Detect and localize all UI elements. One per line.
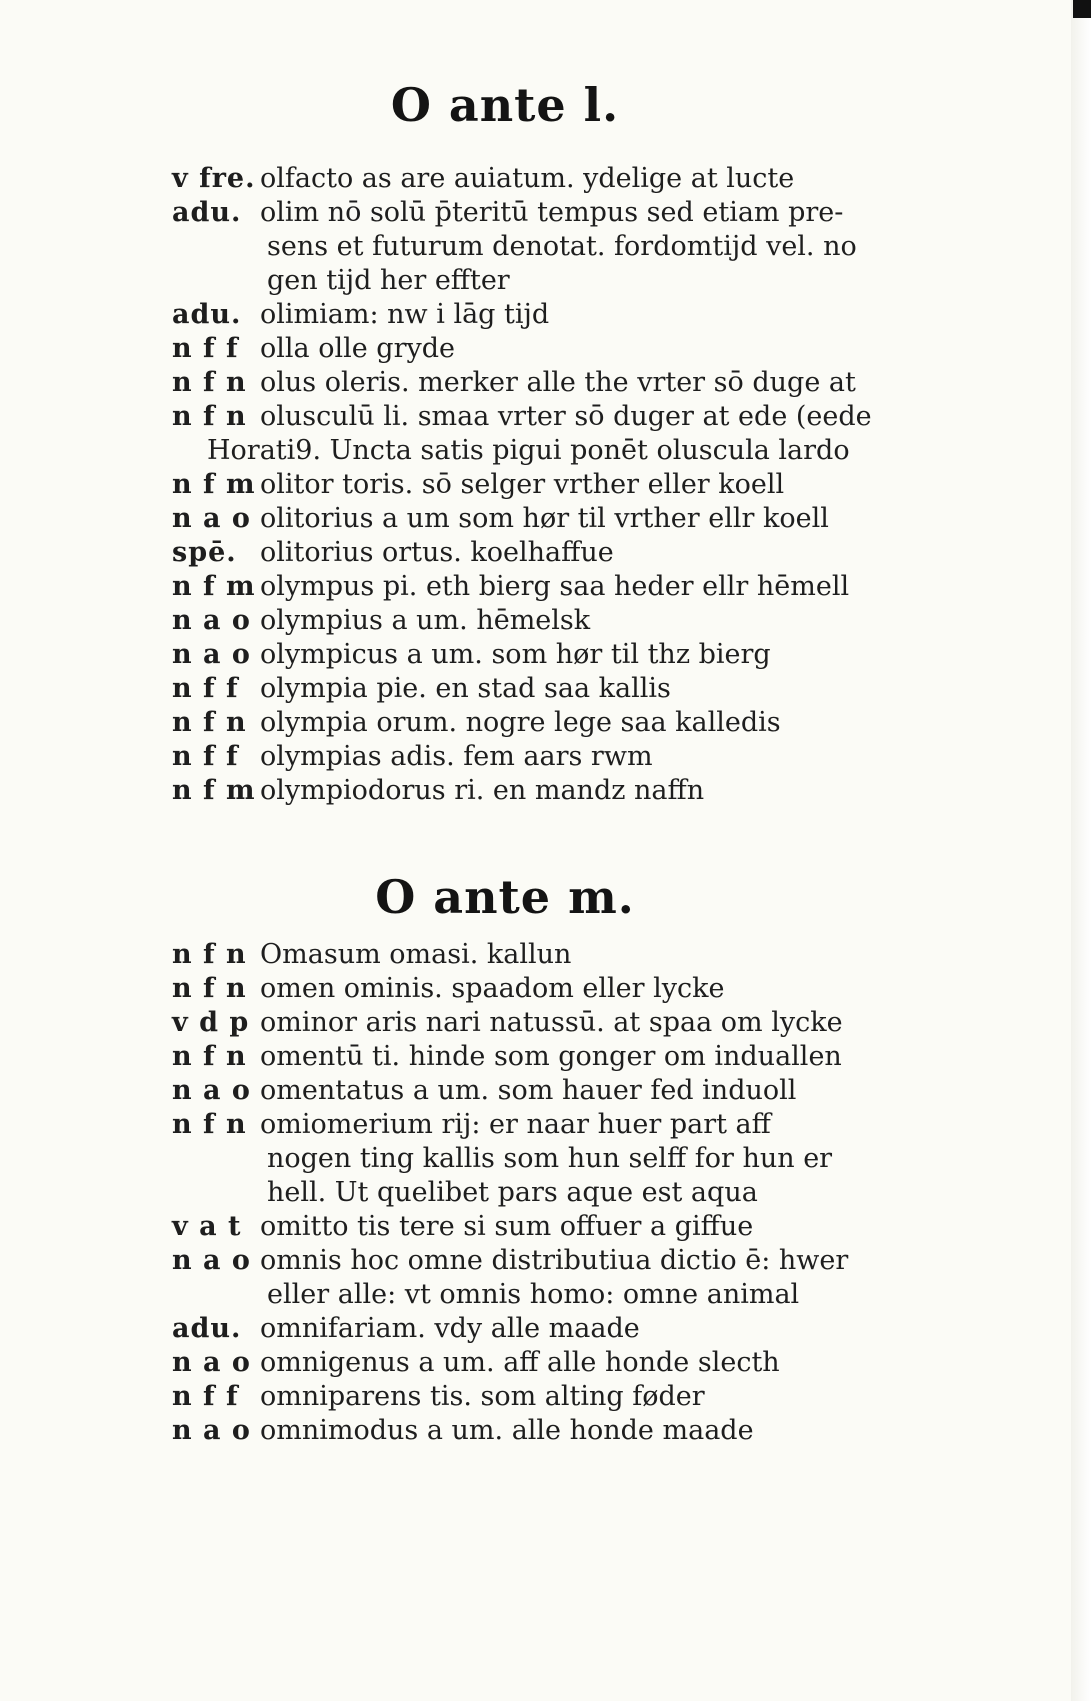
entry-text: omnimodus a um. alle honde maade xyxy=(260,1415,754,1446)
entry-text: olimiam: nw i lāg tijd xyxy=(260,299,550,330)
dictionary-entry xyxy=(172,468,962,502)
grammar-code: n f m xyxy=(172,775,256,806)
entry-text: olympias adis. fem aars rwm xyxy=(260,741,653,772)
dictionary-entry xyxy=(172,536,962,570)
entry-text: olitorius a um som hør til vrther ellr koell xyxy=(260,503,829,534)
grammar-code: n f m xyxy=(172,571,256,602)
dictionary-entry xyxy=(172,1040,962,1074)
dictionary-entry xyxy=(172,366,962,400)
dictionary-entry xyxy=(172,1006,962,1040)
dictionary-entry xyxy=(172,774,962,808)
dictionary-entry xyxy=(172,1074,962,1108)
corner-mark xyxy=(1073,0,1091,18)
dictionary-entry xyxy=(172,938,962,972)
entry-text: ominor aris nari natussū. at spaa om lycke xyxy=(260,1007,843,1038)
entry-continuation: nogen ting kallis som hun selff for hun er xyxy=(267,1143,833,1174)
entry-text: omiomerium rij: er naar huer part aff xyxy=(260,1109,771,1140)
grammar-code: n f n xyxy=(172,401,247,432)
grammar-code: n f n xyxy=(172,1041,247,1072)
entry-continuation: sens et futurum denotat. fordomtijd vel. no xyxy=(267,231,857,262)
grammar-code: n a o xyxy=(172,1245,251,1276)
entry-text: olympia pie. en stad saa kallis xyxy=(260,673,671,704)
entry-text: omen ominis. spaadom eller lycke xyxy=(260,973,725,1004)
grammar-code: n f m xyxy=(172,469,256,500)
grammar-code: n a o xyxy=(172,639,251,670)
entry-text: olympius a um. hēmelsk xyxy=(260,605,591,636)
entry-text: olus oleris. merker alle the vrter sō duge at xyxy=(260,367,856,398)
dictionary-entry xyxy=(172,972,962,1006)
dictionary-entry xyxy=(172,1210,962,1244)
entry-text: olla olle gryde xyxy=(260,333,455,364)
entry-text: omentū ti. hinde som gonger om induallen xyxy=(260,1041,842,1072)
dictionary-entry xyxy=(172,740,962,774)
entry-text: omitto tis tere si sum offuer a giffue xyxy=(260,1211,754,1242)
section-heading-o-ante-m: O ante m. xyxy=(375,870,635,924)
page-edge xyxy=(1071,0,1091,1701)
dictionary-entry xyxy=(172,706,962,740)
dictionary-entry xyxy=(172,298,962,332)
grammar-code: adu. xyxy=(172,1313,242,1344)
dictionary-entry xyxy=(172,672,962,706)
grammar-code: adu. xyxy=(172,299,242,330)
grammar-code: n a o xyxy=(172,503,251,534)
dictionary-entry xyxy=(172,1312,962,1346)
entry-text: olfacto as are auiatum. ydelige at lucte xyxy=(260,163,795,194)
entry-continuation: hell. Ut quelibet pars aque est aqua xyxy=(267,1177,758,1208)
grammar-code: n f n xyxy=(172,973,247,1004)
entry-text: olim nō solū p̄teritū tempus sed etiam pre- xyxy=(260,197,844,228)
entry-text: olitorius ortus. koelhaffue xyxy=(260,537,614,568)
dictionary-entry xyxy=(172,1244,962,1278)
grammar-code: n f n xyxy=(172,939,247,970)
grammar-code: adu. xyxy=(172,197,242,228)
grammar-code: v fre. xyxy=(172,163,256,194)
dictionary-entry xyxy=(172,332,962,366)
entry-text: omnigenus a um. aff alle honde slecth xyxy=(260,1347,780,1378)
dictionary-entry xyxy=(172,570,962,604)
entry-text: olusculū li. smaa vrter sō duger at ede (eede xyxy=(260,401,872,432)
entry-text: olympiodorus ri. en mandz naffn xyxy=(260,775,705,806)
grammar-code: n f f xyxy=(172,673,239,704)
grammar-code: n f n xyxy=(172,1109,247,1140)
dictionary-entry xyxy=(172,1346,962,1380)
entry-continuation: eller alle: vt omnis homo: omne animal xyxy=(267,1279,800,1310)
grammar-code: spē. xyxy=(172,537,237,568)
entry-text: olympicus a um. som hør til thz bierg xyxy=(260,639,771,670)
dictionary-entry xyxy=(172,502,962,536)
entry-text: olympia orum. nogre lege saa kalledis xyxy=(260,707,781,738)
dictionary-entry xyxy=(172,1414,962,1448)
grammar-code: n a o xyxy=(172,1415,251,1446)
entry-text: Omasum omasi. kallun xyxy=(260,939,572,970)
dictionary-entry xyxy=(172,1108,962,1142)
dictionary-entry xyxy=(172,1380,962,1414)
grammar-code: v a t xyxy=(172,1211,242,1242)
entry-text: olitor toris. sō selger vrther eller koell xyxy=(260,469,785,500)
entry-text: omentatus a um. som hauer fed induoll xyxy=(260,1075,797,1106)
entry-text: omniparens tis. som alting føder xyxy=(260,1381,705,1412)
entry-continuation: Horati9. Uncta satis pigui ponēt oluscula lardo xyxy=(207,435,850,466)
entry-text: omnifariam. vdy alle maade xyxy=(260,1313,640,1344)
grammar-code: n f n xyxy=(172,707,247,738)
grammar-code: n a o xyxy=(172,1075,251,1106)
grammar-code: n f n xyxy=(172,367,247,398)
grammar-code: n f f xyxy=(172,1381,239,1412)
entry-continuation: gen tijd her effter xyxy=(267,265,510,296)
dictionary-entry xyxy=(172,400,962,434)
grammar-code: n a o xyxy=(172,605,251,636)
grammar-code: n f f xyxy=(172,741,239,772)
dictionary-entry xyxy=(172,162,962,196)
entry-text: olympus pi. eth bierg saa heder ellr hēmell xyxy=(260,571,850,602)
entries-o-ante-l xyxy=(172,162,962,808)
dictionary-entry xyxy=(172,196,962,230)
section-heading-o-ante-l: O ante l. xyxy=(390,78,620,132)
dictionary-entry xyxy=(172,638,962,672)
grammar-code: n a o xyxy=(172,1347,251,1378)
dictionary-entry xyxy=(172,604,962,638)
entries-o-ante-m xyxy=(172,938,962,1448)
entry-text: omnis hoc omne distributiua dictio ē: hwer xyxy=(260,1245,849,1276)
grammar-code: n f f xyxy=(172,333,239,364)
grammar-code: v d p xyxy=(172,1007,250,1038)
